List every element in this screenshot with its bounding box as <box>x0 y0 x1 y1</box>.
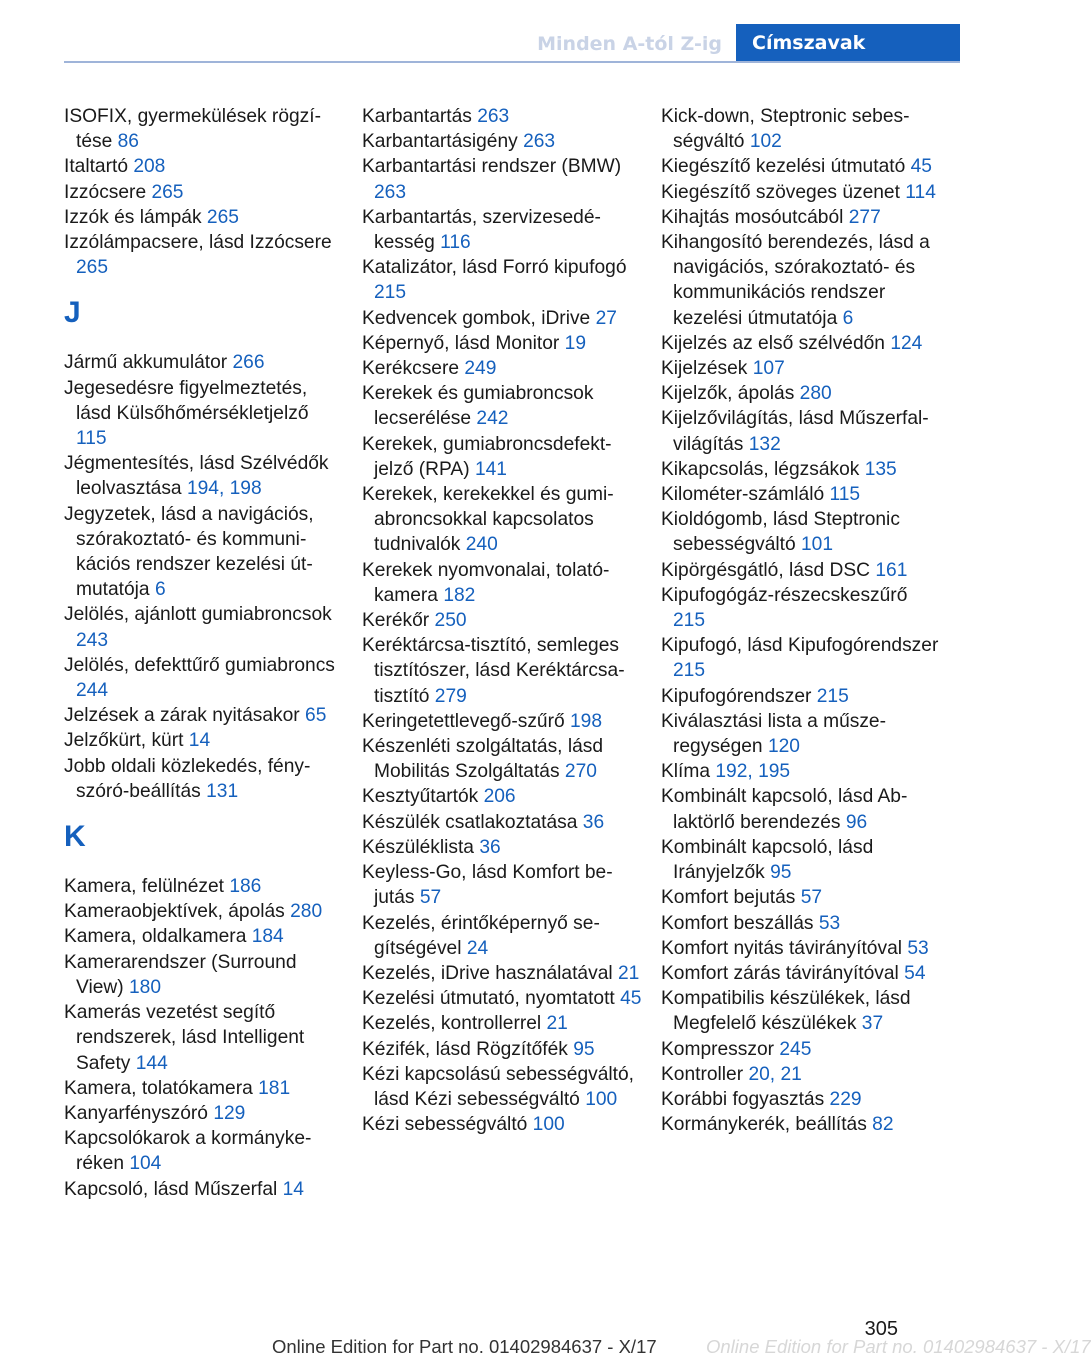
index-entry <box>64 874 344 899</box>
index-section-letter: K <box>64 820 86 854</box>
index-entry-text: Kapcsolókarok a kormánykeréken <box>64 1128 312 1175</box>
index-entry-text: Keringetettlevegő-szűrő <box>362 710 565 732</box>
index-page-link[interactable]: 206 <box>483 786 516 808</box>
index-page-link[interactable]: 129 <box>213 1102 246 1124</box>
index-entry-text: Készenléti szolgáltatás, lásd Mobilitás Szolgáltatás <box>362 736 604 783</box>
index-entry-text: Izzócsere <box>64 181 147 203</box>
index-page-link[interactable]: 132 <box>748 433 781 455</box>
index-entry <box>661 482 941 507</box>
index-page-link[interactable]: 120 <box>767 736 800 758</box>
index-entry <box>362 734 642 784</box>
index-entry-text: Kipörgésgátló, lásd DSC <box>661 559 871 581</box>
index-entry <box>661 784 941 834</box>
index-page-link[interactable]: 198 <box>570 710 603 732</box>
index-entry <box>661 356 941 381</box>
index-entry-text: Karbantartás, szervizesedékesség <box>362 206 601 254</box>
index-entry-text: Készüléklista <box>362 836 474 858</box>
index-entry-text: Kihajtás mosóutcából <box>661 206 844 228</box>
index-column-2 <box>362 104 642 1137</box>
index-entry-text: Kerekek és gumiabroncsok lecserélése <box>362 383 594 430</box>
index-page-link[interactable]: 53 <box>818 912 841 934</box>
index-entry-text: Kerékőr <box>362 610 430 632</box>
index-page-link[interactable]: 250 <box>434 610 467 632</box>
index-page-link[interactable]: 36 <box>582 811 605 833</box>
index-entry-text: Jobb oldali közlekedés, fényszóró-beállítás <box>64 755 311 802</box>
index-page-link[interactable]: 184 <box>251 926 284 948</box>
index-entry <box>64 1126 344 1176</box>
index-page-link[interactable]: 263 <box>374 181 407 203</box>
index-page-link[interactable]: 215 <box>673 660 706 682</box>
index-entry-text: Jelzőkürt, kürt <box>64 730 184 752</box>
index-page-link[interactable]: 245 <box>779 1038 812 1060</box>
index-entry <box>362 255 642 305</box>
index-entry-text: Klíma <box>661 761 711 783</box>
index-entry <box>362 432 642 482</box>
index-page-link[interactable]: 279 <box>434 685 467 707</box>
index-entry <box>661 911 941 936</box>
header-section-title[interactable]: Minden A-tól Z-ig <box>537 33 722 55</box>
index-entry <box>362 709 642 734</box>
index-page-link[interactable]: 180 <box>128 976 161 998</box>
index-page-link[interactable]: 215 <box>673 610 706 632</box>
index-page-link[interactable]: 242 <box>476 408 509 430</box>
index-entry <box>64 180 344 205</box>
index-entry <box>64 205 344 230</box>
index-page-link[interactable]: 124 <box>890 332 923 354</box>
index-entry <box>362 129 642 154</box>
index-entry <box>661 986 941 1036</box>
index-entry-text: Kiegészítő szöveges üzenet <box>661 181 900 203</box>
index-entry <box>362 356 642 381</box>
index-page-link[interactable]: 244 <box>76 680 109 702</box>
index-entry <box>362 558 642 608</box>
index-entry-text: Kihangosító berendezés, lásd a navigációs, szórakoztató- és kommunikációs rendszer kezelési útmutatója <box>661 232 930 329</box>
index-entry-text: Komfort bejutás <box>661 887 796 909</box>
index-page-link[interactable]: 115 <box>76 428 107 450</box>
index-page-link[interactable]: 265 <box>206 206 239 228</box>
index-entry-text: Korábbi fogyasztás <box>661 1088 825 1110</box>
index-entry <box>64 950 344 1000</box>
index-page-link[interactable]: 95 <box>770 862 792 884</box>
index-entry-text: Kerékcsere <box>362 358 460 380</box>
index-entry-text: Kamerarendszer (Surround View) <box>64 951 297 998</box>
index-entry <box>362 810 642 835</box>
index-entry <box>64 1101 344 1126</box>
index-page-link[interactable]: 100 <box>585 1088 618 1110</box>
index-entry-text: Kompatibilis készülékek, lásd Megfelelő készülékek <box>661 988 911 1035</box>
index-entry-text: Jármű akkumulátor <box>64 352 228 374</box>
index-entry <box>362 1112 642 1137</box>
index-page-link[interactable]: 265 <box>151 181 184 203</box>
index-page-link[interactable]: 280 <box>799 383 832 405</box>
index-entry <box>362 331 642 356</box>
index-entry <box>661 558 941 583</box>
index-page-link[interactable]: 102 <box>749 131 782 153</box>
index-entry <box>64 924 344 949</box>
index-section-letter: J <box>64 296 81 330</box>
index-entry <box>661 709 941 759</box>
index-entry <box>64 230 344 280</box>
index-entry <box>661 205 941 230</box>
index-entry-text: Jelölés, ajánlott gumiabroncsok <box>64 604 332 626</box>
index-entry <box>64 1000 344 1076</box>
index-entry-text: Kanyarfényszóró <box>64 1102 208 1124</box>
index-page-link[interactable]: 192, 195 <box>715 761 791 783</box>
index-entry <box>64 154 344 179</box>
index-page-link[interactable]: 20, 21 <box>748 1063 802 1085</box>
index-entry-text: Kilométer-számláló <box>661 484 825 506</box>
index-page-link[interactable]: 27 <box>595 307 617 329</box>
index-page-link[interactable]: 263 <box>523 131 556 153</box>
index-page-link[interactable]: 131 <box>206 780 239 802</box>
index-entry-text: Komfort nyitás távirányítóval <box>661 937 903 959</box>
index-page-link[interactable]: 54 <box>904 962 926 984</box>
index-entry <box>661 230 941 331</box>
index-entry <box>64 1177 344 1202</box>
index-entry <box>64 104 344 154</box>
index-page-link[interactable]: 21 <box>617 962 640 984</box>
index-entry <box>661 180 941 205</box>
index-entry <box>661 154 941 179</box>
index-entry <box>661 331 941 356</box>
page-number: 305 <box>864 1318 898 1340</box>
index-page-link[interactable]: 141 <box>474 458 507 480</box>
index-entry-text: Kamerás vezetést segítő rendszerek, lásd Intelligent Safety <box>64 1002 305 1074</box>
index-entry <box>661 885 941 910</box>
index-entry-text: Kézifék, lásd Rögzítőfék <box>362 1038 568 1060</box>
index-entry <box>64 728 344 753</box>
index-page-link[interactable]: 107 <box>752 358 785 380</box>
index-entry <box>362 1037 642 1062</box>
index-page-link[interactable]: 57 <box>419 887 442 909</box>
index-entry <box>64 602 344 652</box>
index-entry <box>362 986 642 1011</box>
index-page-link[interactable]: 57 <box>800 887 823 909</box>
index-entry-text: Komfort zárás távirányítóval <box>661 962 899 984</box>
index-page-link[interactable]: 114 <box>905 181 936 203</box>
index-page-link[interactable]: 182 <box>443 584 476 606</box>
index-page-link[interactable]: 14 <box>188 730 211 752</box>
index-entry-text: Kiválasztási lista a műszeregységen <box>661 710 886 758</box>
index-entry <box>64 502 344 603</box>
index-page-link[interactable]: 19 <box>564 332 586 354</box>
index-entry-text: Kapcsoló, lásd Műszerfal <box>64 1178 278 1200</box>
index-entry-text: Kipufogó, lásd Kipufogórendszer <box>661 635 939 657</box>
index-entry <box>362 608 642 633</box>
index-entry-text: Kiegészítő kezelési útmutató <box>661 156 906 178</box>
index-entry-text: Kerekek, kerekekkel és gumiabroncsokkal kapcsolatos tudnivalók <box>362 484 614 556</box>
index-entry <box>661 961 941 986</box>
index-page-link[interactable]: 229 <box>829 1088 862 1110</box>
index-entry <box>64 451 344 501</box>
index-entry-text: Képernyő, lásd Monitor <box>362 332 560 354</box>
index-entry <box>661 104 941 154</box>
index-entry <box>362 482 642 558</box>
edition-note: Online Edition for Part no. 01402984637 - X/17 <box>272 1336 657 1357</box>
index-entry <box>661 1112 941 1137</box>
index-entry <box>661 1037 941 1062</box>
index-entry-text: Kombinált kapcsoló, lásd Ablaktörlő berendezés <box>661 786 908 833</box>
index-entry <box>661 1087 941 1112</box>
index-page-link[interactable]: 24 <box>466 937 489 959</box>
index-entry-text: Kameraobjektívek, ápolás <box>64 901 285 923</box>
index-page-link[interactable]: 263 <box>477 106 510 127</box>
index-entry-text: Kikapcsolás, légzsákok <box>661 458 860 480</box>
index-entry-text: Karbantartás <box>362 106 472 127</box>
index-entry-text: Kick-down, Steptronic sebességváltó <box>661 106 910 153</box>
index-entry <box>661 406 941 456</box>
index-entry <box>64 754 344 804</box>
index-entry <box>64 376 344 452</box>
index-entry-text: Izzók és lámpák <box>64 206 202 228</box>
index-page-link[interactable]: 45 <box>910 156 932 178</box>
index-entry-text: ISOFIX, gyermekülések rögzítése <box>64 106 321 153</box>
index-page-link[interactable]: 215 <box>374 282 407 304</box>
index-entry-text: Kipufogógáz-részecskeszűrő <box>661 584 908 606</box>
index-entry <box>362 1011 642 1036</box>
header-tab-title[interactable]: Címszavak <box>736 24 960 62</box>
index-entry-text: Jegyzetek, lásd a navigációs, szórakoztató- és kommunikációs rendszer kezelési útmutatója <box>64 503 314 601</box>
index-entry-text: Kijelzések <box>661 358 748 380</box>
index-page-link[interactable]: 240 <box>465 534 498 556</box>
index-entry-text: Kijelzővilágítás, lásd Műszerfal-világítás <box>661 408 929 455</box>
index-page-link[interactable]: 266 <box>232 352 265 374</box>
index-page-link[interactable]: 115 <box>829 484 861 506</box>
index-entry <box>661 457 941 482</box>
index-page-link[interactable]: 6 <box>154 579 166 601</box>
index-page-link[interactable]: 36 <box>479 836 501 858</box>
index-entry-text: Kompresszor <box>661 1038 775 1060</box>
index-page-link[interactable]: 104 <box>129 1153 162 1175</box>
index-entry-text: Kézi sebességváltó <box>362 1114 528 1136</box>
index-page-link[interactable]: 95 <box>573 1038 595 1060</box>
index-page-link[interactable]: 37 <box>861 1013 884 1035</box>
page-header <box>0 0 960 62</box>
index-entry-text: Kedvencek gombok, iDrive <box>362 307 591 329</box>
index-page-link[interactable]: 277 <box>848 206 881 228</box>
index-page-link[interactable]: 65 <box>305 705 327 727</box>
index-entry-text: Kezelés, kontrollerrel <box>362 1013 542 1035</box>
index-entry <box>661 684 941 709</box>
index-entry-text: Kerekek, gumiabroncsdefektjelző (RPA) <box>362 433 612 480</box>
index-entry-text: Kamera, tolatókamera <box>64 1077 253 1099</box>
index-page-link[interactable]: 270 <box>564 761 597 783</box>
index-page-link[interactable]: 53 <box>907 937 929 959</box>
index-page-link[interactable]: 86 <box>117 131 139 153</box>
index-page-link[interactable]: 116 <box>440 232 471 254</box>
index-page-link[interactable]: 100 <box>532 1114 565 1136</box>
index-entry-text: Komfort beszállás <box>661 912 814 934</box>
index-entry-text: Italtartó <box>64 156 128 178</box>
index-entry <box>64 703 344 728</box>
index-entry-text: Kormánykerék, beállítás <box>661 1114 867 1136</box>
index-page-link[interactable]: 135 <box>864 458 897 480</box>
index-page-link[interactable]: 249 <box>464 358 497 380</box>
index-entry-text: Kijelzés az első szélvédőn <box>661 332 885 354</box>
index-entry <box>362 1062 642 1112</box>
index-entry <box>362 205 642 255</box>
index-entry <box>362 784 642 809</box>
index-page-link[interactable]: 265 <box>76 257 109 279</box>
index-entry <box>661 507 941 557</box>
index-entry-text: Izzólámpacsere, lásd Izzócsere <box>64 232 332 254</box>
index-entry-text: Kombinált kapcsoló, lásd Irányjelzők <box>661 836 874 884</box>
index-entry <box>64 1076 344 1101</box>
index-page-link[interactable]: 96 <box>845 811 868 833</box>
index-entry-text: Kerekek nyomvonalai, tolatókamera <box>362 559 610 606</box>
index-entry-text: Kezelés, érintőképernyő segítségével <box>362 912 600 959</box>
index-entry-text: Kontroller <box>661 1063 744 1085</box>
index-entry <box>64 653 344 703</box>
index-entry-text: Jegesedésre figyelmeztetés, lásd Külsőhőmérsékletjelző <box>64 377 309 424</box>
index-entry-text: Keréktárcsa-tisztító, semleges tisztítószer, lásd Keréktárcsa-tisztító <box>362 635 625 707</box>
index-page-link[interactable]: 6 <box>842 307 854 329</box>
index-entry-text: Katalizátor, lásd Forró kipufogó <box>362 257 627 279</box>
index-page-link[interactable]: 82 <box>872 1114 894 1136</box>
index-entry <box>362 306 642 331</box>
index-entry-text: Kamera, felülnézet <box>64 876 224 898</box>
index-entry <box>661 835 941 885</box>
index-entry-text: Kipufogórendszer <box>661 685 812 707</box>
index-entry <box>661 759 941 784</box>
index-entry <box>661 583 941 633</box>
index-entry-text: Karbantartásigény <box>362 131 518 153</box>
index-page-link[interactable]: 194, 198 <box>186 478 262 500</box>
index-page-link[interactable]: 101 <box>801 534 834 556</box>
index-page-link[interactable]: 243 <box>76 629 109 651</box>
index-page-link[interactable]: 280 <box>290 901 323 923</box>
index-column-3 <box>661 104 941 1137</box>
index-entry <box>362 633 642 709</box>
watermark: Online Edition for Part no. 01402984637 - X/17 <box>706 1336 1091 1357</box>
index-entry-text: Kioldógomb, lásd Steptronic sebességváltó <box>661 509 900 556</box>
index-entry <box>362 860 642 910</box>
index-entry-text: Keyless-Go, lásd Komfort bejutás <box>362 862 613 909</box>
index-entry <box>661 633 941 683</box>
index-page-link[interactable]: 208 <box>133 156 166 178</box>
index-entry-text: Kézi kapcsolású sebességváltó, lásd Kézi sebességváltó <box>362 1063 634 1110</box>
index-entry-text: Jelölés, defekttűrő gumiabroncs <box>64 654 335 676</box>
index-entry <box>362 104 642 129</box>
index-page-link[interactable]: 21 <box>546 1013 568 1035</box>
index-page-link[interactable]: 14 <box>282 1178 304 1200</box>
index-entry-text: Kijelzők, ápolás <box>661 383 795 405</box>
index-page-link[interactable]: 144 <box>135 1052 168 1074</box>
index-page-link[interactable]: 181 <box>258 1077 291 1099</box>
index-entry-text: Kesztyűtartók <box>362 786 479 808</box>
index-page-link[interactable]: 45 <box>620 988 642 1010</box>
header-divider <box>64 61 960 63</box>
index-entry <box>64 350 344 375</box>
index-page-link[interactable]: 215 <box>816 685 849 707</box>
index-entry <box>661 1062 941 1087</box>
index-entry-text: Jelzések a zárak nyitásakor <box>64 705 300 727</box>
index-entry-text: Kezelési útmutató, nyomtatott <box>362 988 615 1010</box>
index-page-link[interactable]: 186 <box>229 876 262 898</box>
index-column-1 <box>64 104 344 1202</box>
index-entry <box>362 154 642 204</box>
index-entry-text: Karbantartási rendszer (BMW) <box>362 156 622 178</box>
index-page-link[interactable]: 161 <box>875 559 908 581</box>
index-entry-text: Kamera, oldalkamera <box>64 926 247 948</box>
index-entry-text: Kezelés, iDrive használatával <box>362 962 613 984</box>
index-entry <box>362 835 642 860</box>
index-entry <box>362 381 642 431</box>
index-entry-text: Készülék csatlakoztatása <box>362 811 578 833</box>
index-entry <box>661 381 941 406</box>
index-entry <box>362 961 642 986</box>
index-entry-text: Jégmentesítés, lásd Szélvédők leolvasztása <box>64 453 329 500</box>
index-entry <box>362 911 642 961</box>
index-entry <box>661 936 941 961</box>
index-entry <box>64 899 344 924</box>
